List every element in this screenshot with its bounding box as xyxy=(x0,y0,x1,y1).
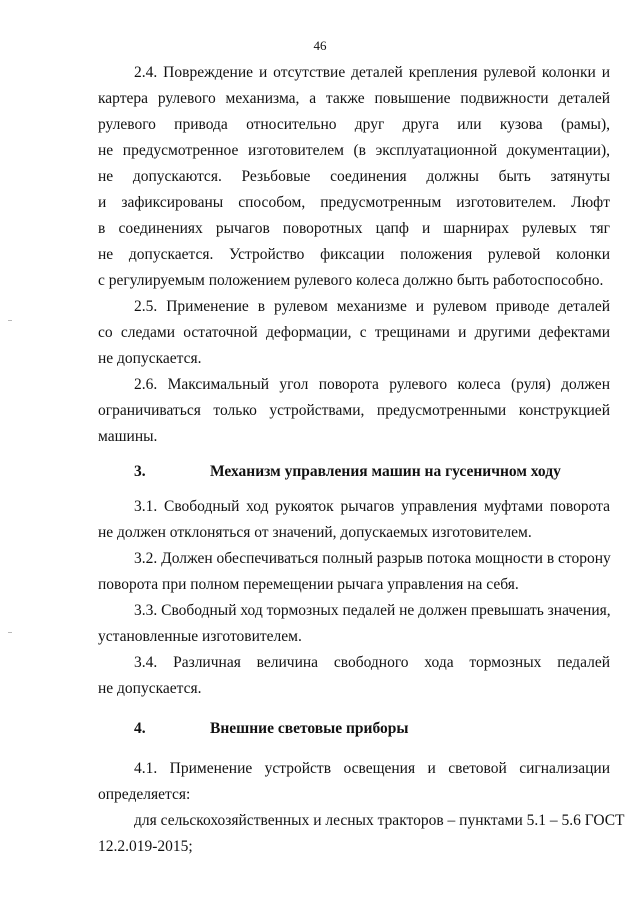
paragraph-3-1 xyxy=(98,494,610,546)
paragraph-3-4 xyxy=(98,650,610,702)
text-line: не допускается. xyxy=(98,350,202,367)
page-number: 46 xyxy=(313,38,327,53)
paragraph-3-2 xyxy=(98,546,610,598)
text-line: рулевого привода относительно друг друга или кузова (рамы), xyxy=(98,116,610,133)
text-line: со следами остаточной деформации, с трещинами и другими дефектами xyxy=(98,324,610,341)
text-line: не допускается. xyxy=(98,680,202,697)
text-line: установленные изготовителем. xyxy=(98,628,302,645)
scan-mark xyxy=(8,320,12,321)
spacer xyxy=(98,450,610,459)
paragraph-3-3 xyxy=(98,598,610,650)
heading-number: 4. xyxy=(134,720,146,737)
text-line: ограничиваться только устройствами, предусмотренными конструкцией xyxy=(98,402,610,419)
text-line: 2.5. Применение в рулевом механизме и рулевом приводе деталей xyxy=(134,298,610,315)
text-line: машины. xyxy=(98,428,158,445)
text-line: картера рулевого механизма, а также повышение подвижности деталей xyxy=(98,90,610,107)
text-line: 2.6. Максимальный угол поворота рулевого колеса (руля) должен xyxy=(134,376,610,393)
section-heading-4 xyxy=(98,716,610,742)
text-line: 3.3. Свободный ход тормозных педалей не должен превышать значения, xyxy=(134,602,611,619)
scan-mark xyxy=(8,632,12,633)
paragraph-2-6 xyxy=(98,372,610,450)
text-line: поворота при полном перемещении рычага управления на себя. xyxy=(98,576,519,593)
section-heading-3 xyxy=(98,459,610,485)
heading-title: Механизм управления машин на гусеничном ходу xyxy=(210,463,561,480)
document-body xyxy=(98,60,625,860)
text-line: для сельскохозяйственных и лесных тракторов – пунктами 5.1 – 5.6 ГОСТ xyxy=(134,812,625,829)
text-line: 12.2.019-2015; xyxy=(98,838,193,855)
text-line: 3.4. Различная величина свободного хода тормозных педалей xyxy=(134,654,610,671)
paragraph-4-1 xyxy=(98,756,610,808)
text-line: 3.1. Свободный ход рукояток рычагов управления муфтами поворота xyxy=(134,498,610,515)
text-line: не предусмотренное изготовителем (в эксплуатационной документации), xyxy=(98,142,610,159)
text-line: определяется: xyxy=(98,786,191,803)
paragraph-2-4 xyxy=(98,60,610,294)
heading-number: 3. xyxy=(134,463,146,480)
spacer xyxy=(98,742,610,756)
text-line: не допускается. Устройство фиксации положения рулевой колонки xyxy=(98,246,610,263)
text-line: 2.4. Повреждение и отсутствие деталей крепления рулевой колонки и xyxy=(134,64,610,81)
spacer xyxy=(98,485,610,494)
text-line: в соединениях рычагов поворотных цапф и шарнирах рулевых тяг xyxy=(98,220,610,237)
text-line: 3.2. Должен обеспечиваться полный разрыв потока мощности в сторону xyxy=(134,550,611,567)
paragraph-4-1-tractors xyxy=(98,808,625,860)
text-line: не должен отклоняться от значений, допускаемых изготовителем. xyxy=(98,524,532,541)
text-line: и зафиксированы способом, предусмотренным изготовителем. Люфт xyxy=(98,194,610,211)
text-line: 4.1. Применение устройств освещения и световой сигнализации xyxy=(134,760,610,777)
text-line: не допускаются. Резьбовые соединения должны быть затянуты xyxy=(98,168,610,185)
heading-title: Внешние световые приборы xyxy=(210,720,409,737)
paragraph-2-5 xyxy=(98,294,610,372)
text-line: с регулируемым положением рулевого колеса должно быть работоспособно. xyxy=(98,272,604,289)
spacer xyxy=(98,702,610,716)
